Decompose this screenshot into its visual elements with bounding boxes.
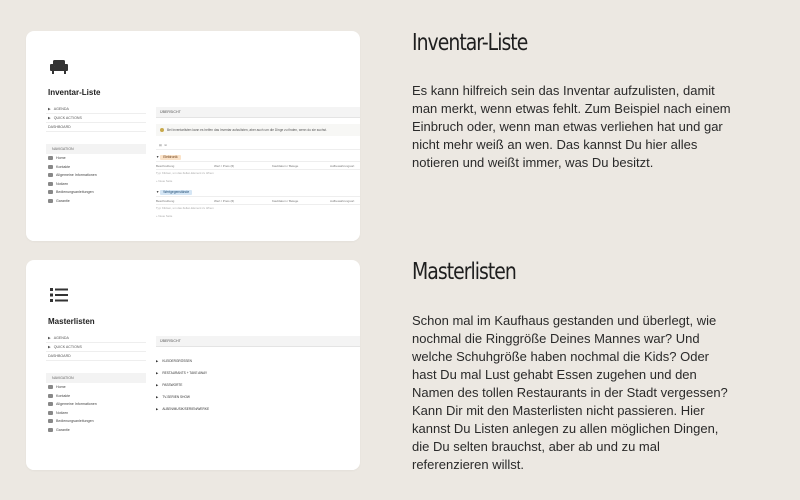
property-label: Aufbewahrungsort <box>330 199 355 203</box>
info-icon <box>48 402 53 406</box>
nav-item-kontakte[interactable] <box>46 392 146 401</box>
hint-text: Typ: Klicken, um das Zellen-Element zu öffnen <box>156 206 214 210</box>
caret-down-icon: ▼ <box>156 155 161 159</box>
property-label: Wert / Preis (€) <box>214 199 235 203</box>
caret-right-icon: ▶ <box>156 407 159 411</box>
nav-item-info[interactable] <box>46 400 146 409</box>
category-tag: Elektronik <box>160 155 180 160</box>
nav-heading: NAVIGATION <box>46 144 146 154</box>
sofa-icon <box>49 57 69 75</box>
contacts-icon <box>48 394 53 398</box>
property-row[interactable] <box>156 196 360 205</box>
page-title: Masterlisten <box>48 317 95 326</box>
caret-right-icon: ▶ <box>48 345 51 349</box>
nav-item-label: Notizen <box>56 410 69 415</box>
nav-item-notizen[interactable] <box>46 409 146 418</box>
nav-item-home[interactable] <box>46 383 146 392</box>
sidebar-item-label: DASHBOARD <box>48 125 71 129</box>
notes-icon <box>48 182 53 186</box>
property-row[interactable] <box>156 161 360 170</box>
callout-text: Bei Inventarlisten kann es helfen das Inventar aufzulisten, aber auch um die Dinge zu finden, wenn du sie suchst. <box>167 128 327 132</box>
sidebar-item-dashboard[interactable] <box>46 123 146 132</box>
board-group <box>156 189 360 220</box>
nav-item-home[interactable] <box>46 154 146 163</box>
toggle-label: TV-SERIEN SHOW <box>162 395 190 399</box>
nav-heading: NAVIGATION <box>46 373 146 383</box>
sidebar-item-agenda[interactable] <box>46 334 146 343</box>
group-header[interactable] <box>156 189 360 196</box>
nav-item-garantie[interactable] <box>46 197 146 206</box>
toggle-item[interactable] <box>156 391 360 403</box>
caret-down-icon: ▼ <box>156 190 161 194</box>
property-label: Beschreibung <box>156 199 175 203</box>
sidebar-item-label: DASHBOARD <box>48 354 71 358</box>
card-fade <box>26 231 360 241</box>
masterlists-screenshot-card <box>26 260 360 470</box>
nav-item-manuals[interactable] <box>46 417 146 426</box>
sidebar-item-agenda[interactable] <box>46 105 146 114</box>
toggle-item[interactable] <box>156 367 360 379</box>
sidebar-item-quick-actions[interactable] <box>46 114 146 123</box>
home-icon <box>48 385 53 389</box>
view-switcher[interactable]: ▤ ⊞ <box>156 140 360 150</box>
lightbulb-icon <box>160 128 164 132</box>
toggle-item[interactable] <box>156 355 360 367</box>
toggle-item[interactable] <box>156 379 360 391</box>
toggle-label: PASSWORTE <box>162 383 183 387</box>
nav-item-manuals[interactable] <box>46 188 146 197</box>
nav-item-notizen[interactable] <box>46 180 146 189</box>
property-label: Beschreibung <box>156 164 175 168</box>
nav-item-label: Notizen <box>56 181 69 186</box>
nav-item-label: Kontakte <box>56 393 71 398</box>
inventory-screenshot-card <box>26 31 360 241</box>
document-icon <box>48 428 53 432</box>
toggle-label: ALBEN/MUSIK/SERIEN/WERKE <box>162 407 210 411</box>
new-page-button[interactable]: + Neue Seite <box>156 214 173 218</box>
nav-item-label: Garantie <box>56 198 70 203</box>
category-tag: Wertgegenstände <box>160 190 192 195</box>
property-label: Wert / Preis (€) <box>214 164 235 168</box>
caret-right-icon: ▶ <box>48 107 51 111</box>
sidebar-item-dashboard[interactable] <box>46 352 146 361</box>
sidebar-item-quick-actions[interactable] <box>46 343 146 352</box>
board-group <box>156 154 360 185</box>
caret-right-icon: ▶ <box>156 395 159 399</box>
caret-right-icon: ▶ <box>48 116 51 120</box>
section-title-masterlists: Masterlisten <box>412 259 516 285</box>
toggle-label: KLEIDERGRÖSSEN <box>162 359 192 363</box>
callout <box>156 124 360 136</box>
group-header[interactable] <box>156 154 360 161</box>
toggle-label: RESTAURANTS + TAKE AWAY <box>162 371 208 375</box>
section-body-inventory: Es kann hilfreich sein das Inventar aufzulisten, damit man merkt, wenn etwas fehlt. Zum Beispiel nach einem Einbruch oder, wenn man etwas verliehen hat und gar nicht mehr weiß an wen. Das kannst Du hier alles notieren und weißt immer, was Du besitzt. <box>412 83 731 170</box>
toggle-list <box>156 355 360 415</box>
document-icon <box>48 199 53 203</box>
section-title-inventory: Inventar-Liste <box>412 30 528 56</box>
toggle-item[interactable] <box>156 403 360 415</box>
nav-item-label: Home <box>56 385 66 389</box>
property-label: Aufbewahrungsort <box>330 164 355 168</box>
home-icon <box>48 156 53 160</box>
sidebar-item-label: AGENDA <box>53 107 69 111</box>
book-icon <box>48 419 53 423</box>
tab-overview[interactable]: ÜBERSICHT <box>156 107 360 118</box>
main-content <box>156 107 360 220</box>
nav-item-label: Kontakte <box>56 164 71 169</box>
sidebar-item-label: QUICK ACTIONS <box>53 345 82 349</box>
contacts-icon <box>48 165 53 169</box>
nav-item-garantie[interactable] <box>46 426 146 435</box>
caret-right-icon: ▶ <box>156 359 159 363</box>
sidebar-item-label: AGENDA <box>53 336 69 340</box>
main-content <box>156 336 360 415</box>
page-title: Inventar-Liste <box>48 88 101 97</box>
new-page-button[interactable]: + Neue Seite <box>156 179 173 183</box>
sidebar <box>46 334 146 434</box>
nav-item-label: Home <box>56 156 66 160</box>
nav-item-label: Bedienungsanleitungen <box>56 190 94 194</box>
notes-icon <box>48 411 53 415</box>
info-icon <box>48 173 53 177</box>
hint-text: Typ: Klicken, um das Zellen-Element zu öffnen <box>156 171 214 175</box>
caret-right-icon: ▶ <box>156 371 159 375</box>
list-icon <box>49 286 69 304</box>
nav-item-label: Garantie <box>56 427 70 432</box>
caret-right-icon: ▶ <box>156 383 159 387</box>
sidebar-item-label: QUICK ACTIONS <box>53 116 82 120</box>
nav-item-info[interactable] <box>46 171 146 180</box>
caret-right-icon: ▶ <box>48 336 51 340</box>
nav-item-label: Bedienungsanleitungen <box>56 419 94 423</box>
nav-item-kontakte[interactable] <box>46 163 146 172</box>
property-label: Kaufdatum / Belege <box>272 164 299 168</box>
property-label: Kaufdatum / Belege <box>272 199 299 203</box>
nav-item-label: Allgemeine Informationen <box>56 402 97 406</box>
sidebar <box>46 105 146 205</box>
section-body-masterlists: Schon mal im Kaufhaus gestanden und überlegt, wie nochmal die Ringgröße Deines Mannes war? Und welche Schuhgröße haben nochmal die Kids? Oder hast Du mal Lust gehabt Essen zugehen und den Namen des tollen Restaurants in der Stadt vergessen? Kann Dir mit den Masterlisten nicht passieren. Hier kannst Du Listen anlegen zu allen möglichen Dingen, die Du selten brauchst, aber ab und zu mal referenzieren willst. <box>412 313 728 472</box>
tab-overview[interactable]: ÜBERSICHT <box>156 336 360 347</box>
card-fade <box>26 460 360 470</box>
book-icon <box>48 190 53 194</box>
nav-item-label: Allgemeine Informationen <box>56 173 97 177</box>
